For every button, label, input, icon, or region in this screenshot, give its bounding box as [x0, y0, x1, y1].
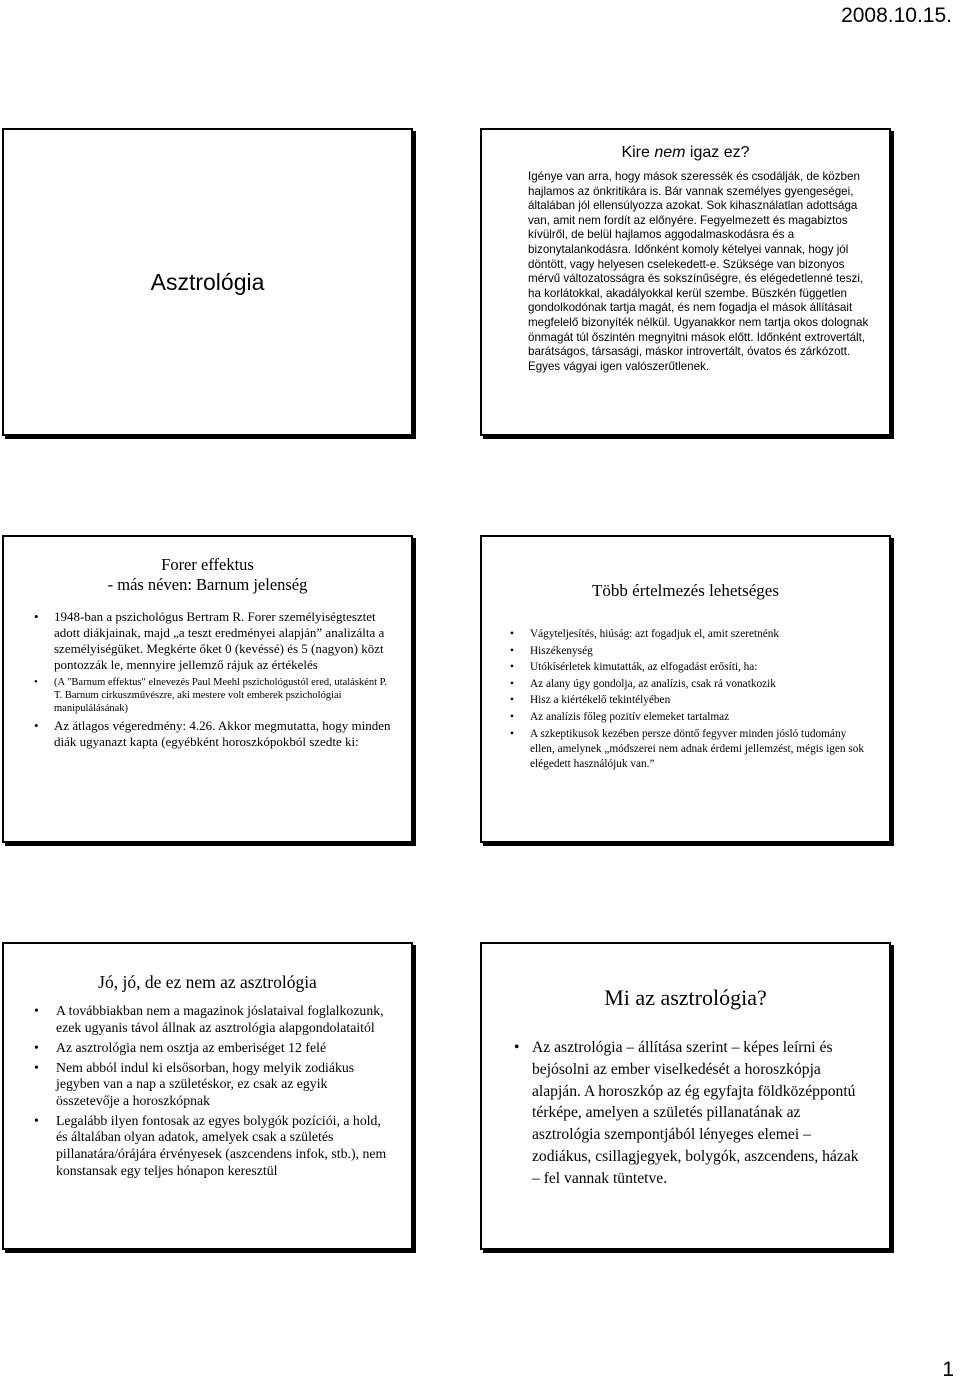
slide-kire-nem-igaz-ez [480, 128, 891, 436]
bullet-item: • A szkeptikusok kezében persze döntő fegyver minden jósló tudomány ellen, amelynek „módszerei nem adnak érdemi jellemzést, mégis igen sok elégedett használójuk van.” [502, 727, 867, 773]
bullet-item: • Hiszékenység [502, 644, 867, 659]
bullet-item: • Legalább ilyen fontosak az egyes bolygók pozíciói, a hold, és általában olyan adatok, amelyek csak a születés pillanatára/órájára érvényesek (aszcendens infok, stb.), nem konstansak egy teljes hónapon keresztül [26, 1113, 389, 1179]
slide-title: Több értelmezés lehetséges [592, 581, 779, 600]
slide-title: Mi az asztrológia? [604, 985, 767, 1010]
slide-jo-jo-de [2, 942, 413, 1250]
bullet-item: • Az asztrológia – állítása szerint – képes leírni és bejósolni az ember viselkedését a horoszkópja alapján. A horoszkóp az ég egyfajta földközéppontú térképe, amelyen a születés pillanatának az asztrológia szempontjából lényeges elemei – zodiákus, csillagjegyek, bolygók, aszcendens, házak – fel vannak tüntetve. [506, 1037, 859, 1190]
bullet-item: • Az alany úgy gondolja, az analízis, csak rá vonatkozik [502, 677, 867, 692]
slide-title: Jó, jó, de ez nem az asztrológia [98, 972, 317, 992]
slide-body-text: Igénye van arra, hogy mások szeressék és csodálják, de közben hajlamos az önkritikára is. Bár vannak személyes gyengeségei, általában jól ellensúlyozza azokat. Sok kihasználatlan adottsága van, amit nem fordít az előnyére. Fegyelmezett és magabiztos kívülről, de belül hajlamos aggodalmaskodásra és a bizonytalankodásra. Időnként komoly kételyei vannak, hogy jól döntött, vagy helyesen cselekedett-e. Szüksége van bizonyos mérvű változatosságra és sokszínűségre, és elégedetlenné teszi, ha korlátokkal, akadályokkal kerül szembe. Büszkén független gondolkodónak tartja magát, és nem fogadja el mások állításait megfelelő bizonyíték nélkül. Ugyanakkor nem tartja okos dolognak önmagát túl őszintén megnyitni mások előtt. Időnként extrovertált, barátságos, társasági, máskor introvertált, óvatos és zárkózott. Egyes vágyai igen valószerűtlenek. [528, 170, 869, 373]
page-date: 2008.10.15. [841, 4, 952, 27]
bullet-item: • Az asztrológia nem osztja az emberiséget 12 felé [26, 1040, 389, 1057]
bullet-item: • Nem abból indul ki elsősorban, hogy melyik zodiákus jegyben van a nap a születéskor, ez csak az egyik összetevője a horoszkópnak [26, 1060, 389, 1110]
slide-title: Kire nem igaz ez? [621, 144, 750, 161]
bullet-list [26, 1003, 389, 1183]
slide-forer-effektus [2, 535, 413, 843]
bullet-item: • Hisz a kiértékelő tekintélyében [502, 693, 867, 708]
bullet-item: • 1948-ban a pszichológus Bertram R. Forer személyiségtesztet adott diákjainak, majd „a teszt eredményei alapján” analizálta a személyiségüket. Megkérte őket 0 (kevéssé) és 5 (nagyon) közt pontozzák le, mennyire jellemző rájuk az értékelés [26, 609, 391, 673]
bullet-list [502, 627, 867, 774]
bullet-item: • (A "Barnum effektus" elnevezés Paul Meehl pszichológustól ered, utalásként P. T. Barnum cirkuszművészre, aki mestere volt emberek pszichológiai manipulálásának) [26, 676, 391, 715]
bullet-item: • Vágyteljesítés, hiúság: azt fogadjuk el, amit szeretnénk [502, 627, 867, 642]
slide-mi-az-asztrologia [480, 942, 891, 1250]
page-number: 1 [942, 1358, 954, 1381]
bullet-item: • A továbbiakban nem a magazinok jóslataival foglalkozunk, ezek ugyanis távol állnak az asztrológia alapgondolataitól [26, 1003, 389, 1036]
bullet-item: • Az átlagos végeredmény: 4.26. Akkor megmutatta, hogy minden diák ugyanazt kapta (egyébként horoszkópokból szedte ki: [26, 718, 391, 750]
bullet-item: • Utókísérletek kimutatták, az elfogadást erősíti, ha: [502, 660, 867, 675]
slide-asztrologia [2, 128, 413, 436]
bullet-list [506, 1037, 859, 1190]
bullet-list [26, 609, 391, 751]
slide-tobb-ertelmezes [480, 535, 891, 843]
slide-title: Forer effektus - más néven: Barnum jelenség [107, 555, 308, 594]
bullet-item: • Az analízis főleg pozitív elemeket tartalmaz [502, 710, 867, 725]
slide-title: Asztrológia [150, 268, 265, 295]
